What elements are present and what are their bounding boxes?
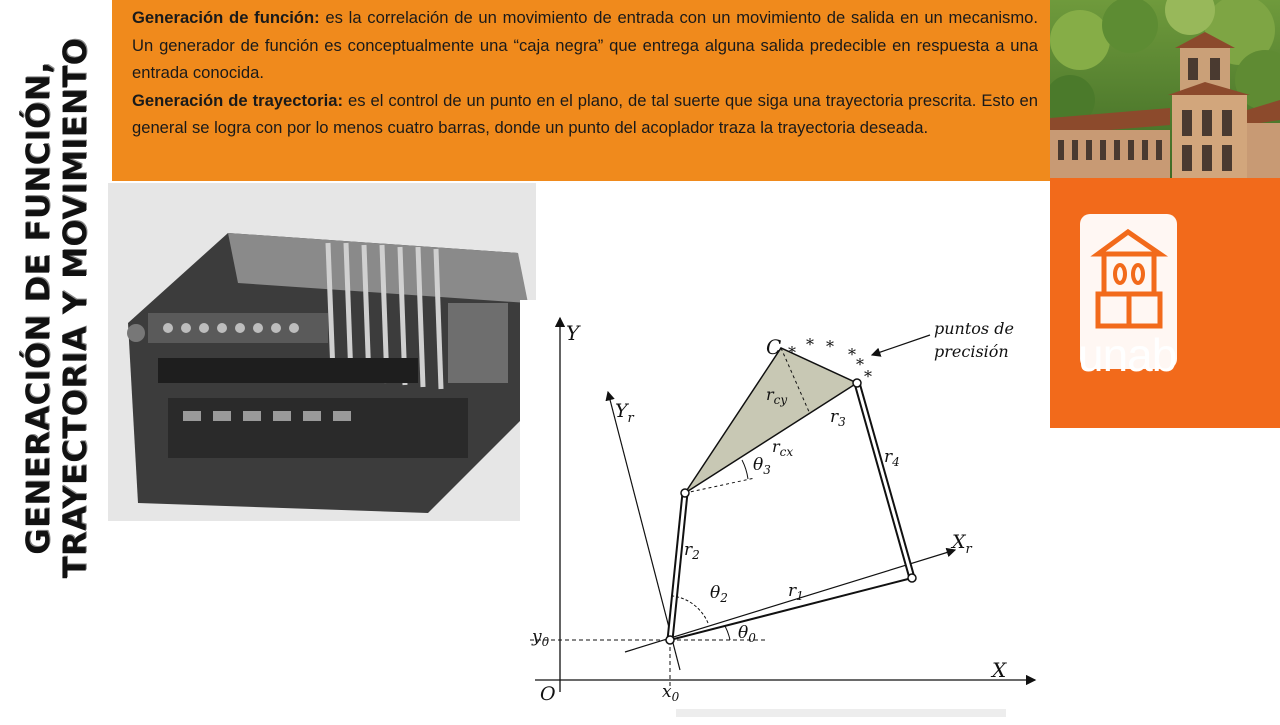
term-function-generation: Generación de función: [132,8,320,27]
label-r1-sub: 1 [796,589,804,603]
label-r1: r [788,581,797,601]
label-r2-sub: 2 [692,548,700,562]
label-rcx: r [772,437,780,456]
label-r4-sub: 4 [892,455,900,469]
logo-wordmark: unab [1078,329,1177,381]
svg-text:r3 [830,407,846,429]
label-y0-sub: 0 [541,635,550,649]
definition-path-generation [132,87,1038,142]
label-theta0-sub: 0 [748,631,756,645]
svg-text:rcx [772,437,793,459]
term-path-generation: Generación de trayectoria: [132,90,343,110]
label-yr: Y [615,400,628,422]
definitions-box [112,0,1050,181]
svg-text:Xr [950,531,973,557]
slide-title-line-1: GENERACIÓN DE FUNCIÓN, [19,61,57,555]
definition-function-generation [132,4,1038,87]
svg-text:r2 [684,540,700,562]
svg-text:y0 [531,627,550,649]
label-theta2: θ [710,583,721,603]
svg-text:r1 [788,581,804,603]
slide-title-line-2: TRAYECTORIA Y MOVIMIENTO [56,37,94,579]
label-xr-sub: r [965,542,972,557]
label-theta3: θ [753,455,764,475]
svg-text:θ2 [710,583,728,605]
faint-footer-artifact [676,705,1006,720]
label-rcy-sub: cy [773,393,788,407]
svg-text:r4 [884,447,900,469]
label-rcx-sub: cx [779,445,794,459]
label-x0-sub: 0 [671,690,680,704]
label-r4: r [884,447,893,467]
label-theta3-sub: 3 [763,463,771,477]
text-path-generation: es el control de un punto en el plano, de tal suerte que siga una trayectoria prescrita. Esto en general se logra con por lo menos cuatro barras, donde un punto del acoplador traza la trayectoria deseada. [132,90,1038,137]
svg-text:θ0 [738,623,756,645]
svg-text:*: * [788,343,796,362]
label-precision-2: precisión [934,342,1009,361]
label-y-axis: Y [566,321,580,345]
svg-text:x0 [662,682,680,704]
mechanical-calculator-photo [108,183,536,521]
text-function-generation: es la correlación de un movimiento de entrada con un movimiento de salida en un mecanismo. Un generador de función es conceptualmente una “caja negra” que entrega alguna salida predecible en respuesta a una entrada conocida. [132,8,1038,82]
svg-text:θ3 [753,455,771,477]
vertical-title-area [0,0,115,720]
label-theta0: θ [738,623,749,643]
svg-text:*: * [826,337,834,356]
svg-text:*: * [856,355,864,374]
label-x0: x [662,682,672,702]
label-r2: r [684,540,693,560]
label-yr-sub: r [627,411,634,426]
label-origin: O [540,683,556,705]
svg-text:Yr [615,400,635,426]
label-precision-1: puntos de [934,319,1014,338]
svg-text:*: * [848,345,856,364]
campus-building-photo [1050,0,1280,178]
unab-logo [1050,178,1280,428]
label-coupler-point: C [766,335,782,359]
label-x-axis: X [992,658,1007,682]
four-bar-linkage-diagram [520,300,1050,710]
slide-title [20,8,94,608]
label-theta2-sub: 2 [720,591,728,605]
label-y0: y [532,627,542,647]
label-xr: X [952,531,966,553]
label-rcy: r [766,385,774,404]
svg-text:*: * [864,367,872,386]
label-r3-sub: 3 [838,415,846,429]
label-r3: r [830,407,839,427]
svg-text:*: * [806,335,814,354]
